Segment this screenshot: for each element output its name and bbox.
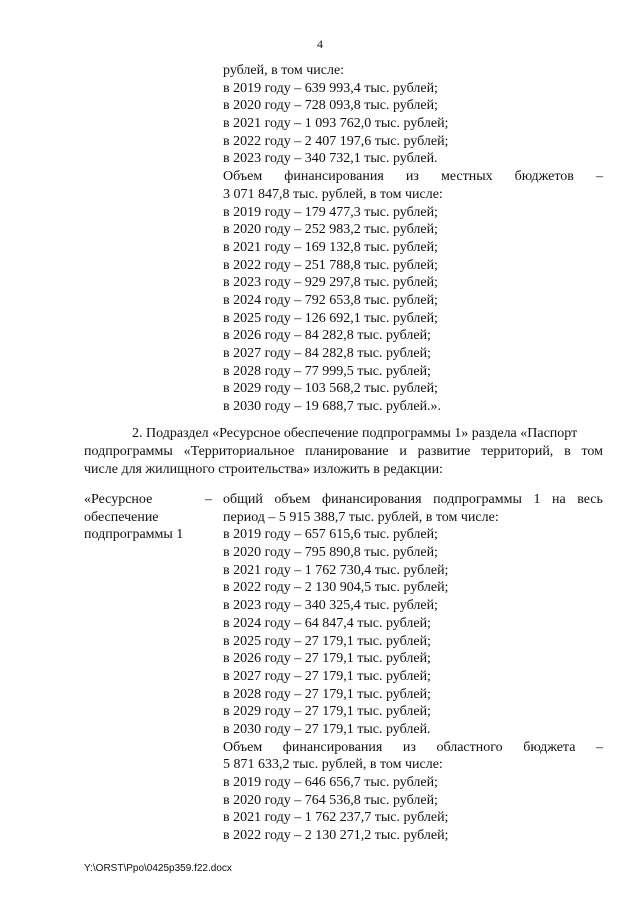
text-line: в 2022 году – 2 130 904,5 тыс. рублей; (223, 580, 449, 596)
text-line: в 2026 году – 84 282,8 тыс. рублей; (223, 328, 431, 344)
text-line: в 2024 году – 64 847,4 тыс. рублей; (223, 615, 431, 631)
text-line: в 2025 году – 27 179,1 тыс. рублей; (223, 633, 431, 649)
text-line: в 2023 году – 929 297,8 тыс. рублей; (223, 275, 438, 291)
word: бюджетов (514, 169, 574, 185)
word: развитие (417, 444, 471, 459)
word: из (405, 169, 419, 185)
word: в (564, 444, 571, 459)
paragraph-line: числе для жилищного строительства» изложить в редакции: (84, 462, 443, 477)
separator-dash: – (205, 492, 212, 507)
word: планирование (305, 444, 389, 459)
total-heading-line (223, 491, 603, 509)
word: – (595, 739, 603, 755)
word: местных (440, 169, 493, 185)
label-line: подпрограммы 1 (84, 527, 184, 543)
text-line: в 2030 году – 27 179,1 тыс. рублей. (223, 721, 431, 737)
word: из (402, 739, 416, 755)
resource-label-column (84, 491, 209, 544)
label-line: обеспечение (84, 509, 159, 525)
text-line: в 2021 году – 1 762 730,4 тыс. рублей; (223, 562, 449, 578)
text-line: в 2020 году – 252 983,2 тыс. рублей; (223, 222, 438, 238)
word: финансирования (282, 739, 383, 755)
word: весь (577, 492, 603, 507)
text-line: рублей, в том числе: (223, 63, 345, 78)
label-line: «Ресурсное (84, 492, 153, 507)
word: 1 (533, 492, 541, 507)
word: Объем (223, 169, 263, 185)
text-line: в 2027 году – 84 282,8 тыс. рублей; (223, 346, 431, 361)
text-line: в 2022 году – 2 407 197,6 тыс. рублей; (223, 133, 449, 149)
word: подпрограммы (433, 492, 522, 507)
text-line: в 2028 году – 77 999,5 тыс. рублей; (223, 363, 431, 379)
word: том (581, 444, 603, 459)
text-line: 5 871 633,2 тыс. рублей, в том числе: (223, 757, 443, 773)
text-line: в 2022 году – 251 788,8 тыс. рублей; (223, 257, 438, 273)
text-line: в 2030 году – 19 688,7 тыс. рублей.». (223, 399, 442, 415)
page-number: 4 (317, 37, 323, 51)
text-line: в 2024 году – 792 653,8 тыс. рублей; (223, 292, 438, 308)
text-line: в 2025 году – 126 692,1 тыс. рублей; (223, 310, 438, 326)
text-line: в 2023 году – 340 325,4 тыс. рублей; (223, 598, 438, 614)
regional-budget-heading (223, 739, 603, 757)
word: общий (223, 492, 263, 507)
text-line: в 2019 году – 179 477,3 тыс. рублей; (223, 204, 438, 220)
text-line: в 2021 году – 1 762 237,7 тыс. рублей; (223, 810, 449, 826)
word: – (595, 169, 603, 185)
word: территорий, (481, 444, 554, 459)
text-line: в 2021 году – 169 132,8 тыс. рублей; (223, 239, 438, 255)
text-line: в 2028 году – 27 179,1 тыс. рублей; (223, 686, 431, 702)
text-line: в 2019 году – 639 993,4 тыс. рублей; (223, 80, 438, 96)
word: «Территориальное (183, 444, 295, 459)
text-line: в 2029 году – 103 568,2 тыс. рублей; (223, 381, 438, 397)
text-line: в 2021 году – 1 093 762,0 тыс. рублей; (223, 116, 449, 132)
local-budget-heading (223, 168, 603, 186)
text-line: в 2019 году – 657 615,6 тыс. рублей; (223, 527, 438, 543)
word: финансирования (322, 492, 422, 507)
text-line: в 2020 году – 764 536,8 тыс. рублей; (223, 792, 438, 808)
text-line: в 2029 году – 27 179,1 тыс. рублей; (223, 704, 431, 720)
word: объем (274, 492, 311, 507)
paragraph-line-justified (84, 443, 603, 461)
word: бюджета (523, 739, 576, 755)
text-line: в 2026 году – 27 179,1 тыс. рублей; (223, 651, 431, 667)
financing-block-previous (223, 62, 603, 416)
text-line: в 2020 году – 728 093,8 тыс. рублей; (223, 98, 438, 114)
text-line: в 2023 году – 340 732,1 тыс. рублей. (223, 151, 438, 167)
text-line: в 2022 году – 2 130 271,2 тыс. рублей; (223, 828, 449, 844)
amendment-paragraph-2 (84, 425, 603, 479)
text-line: в 2027 году – 27 179,1 тыс. рублей; (223, 668, 431, 684)
text-line: в 2020 году – 795 890,8 тыс. рублей; (223, 545, 438, 561)
word: подпрограммы (84, 444, 173, 459)
text-line: в 2019 году – 646 656,7 тыс. рублей; (223, 775, 438, 790)
word: и (399, 444, 407, 459)
paragraph-line: 2. Подраздел «Ресурсное обеспечение подпрограммы 1» раздела «Паспорт (132, 426, 578, 441)
word: Объем (223, 739, 263, 755)
word: на (551, 492, 566, 507)
resource-value-column (223, 491, 603, 845)
text-line: 3 071 847,8 тыс. рублей, в том числе: (223, 186, 443, 202)
word: финансирования (284, 169, 384, 185)
word: областного (436, 739, 503, 755)
text-line: период – 5 915 388,7 тыс. рублей, в том числе: (223, 509, 499, 525)
file-path-footer: Y:\ORST\Ppo\0425p359.f22.docx (84, 863, 232, 874)
